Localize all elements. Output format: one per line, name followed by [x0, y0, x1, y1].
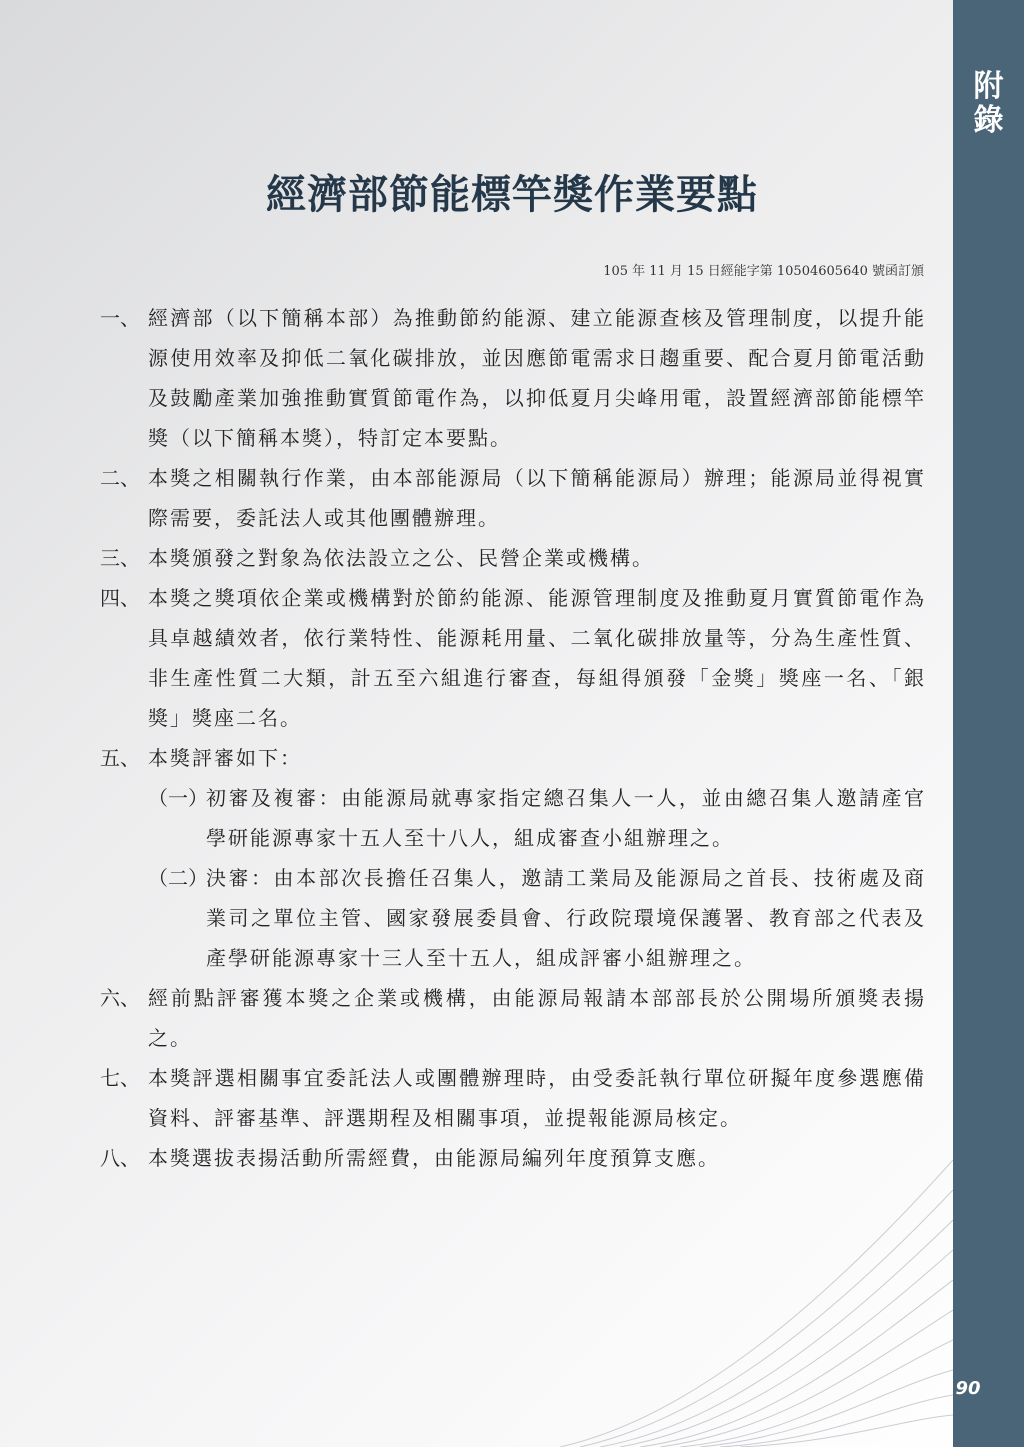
sub-list-item: [148, 858, 926, 978]
list-item: [100, 538, 926, 578]
list-item: [100, 738, 926, 778]
item-text: 本獎之獎項依企業或機構對於節約能源、能源管理制度及推動夏月實質節電作為具卓越績效者，依行業特性、能源耗用量、二氧化碳排放量等，分為生產性質、非生產性質二大類，計五至六組進行審查，每組得頒發「金獎」獎座一名、「銀獎」獎座二名。: [148, 586, 926, 730]
page-number: 90: [955, 1378, 981, 1399]
list-item: [100, 578, 926, 738]
sub-item-marker: （一）: [148, 786, 208, 810]
sub-item-text: 決審：由本部次長擔任召集人，邀請工業局及能源局之首長、技術處及商業司之單位主管、國家發展委員會、行政院環境保護署、教育部之代表及產學研能源專家十三人至十五人，組成評審小組辦理之。: [206, 866, 926, 970]
sub-item-marker: （二）: [148, 866, 208, 890]
item-marker: 七、: [100, 1066, 140, 1090]
document-title: 經濟部節能標竿獎作業要點: [266, 172, 758, 218]
item-text: 經前點評審獲本獎之企業或機構，由能源局報請本部部長於公開場所頒獎表揚之。: [148, 986, 926, 1050]
item-text: 本獎評審如下：: [148, 746, 302, 770]
item-marker: 三、: [100, 546, 140, 570]
item-text: 本獎選拔表揚活動所需經費，由能源局編列年度預算支應。: [148, 1146, 720, 1170]
list-item: [100, 298, 926, 458]
item-text: 本獎頒發之對象為依法設立之公、民營企業或機構。: [148, 546, 654, 570]
section-label: [953, 70, 1024, 138]
section-label-line-1: 附: [973, 69, 1004, 104]
item-marker: 五、: [100, 746, 140, 770]
item-text: 本獎之相關執行作業，由本部能源局（以下簡稱能源局）辦理；能源局並得視實際需要，委託法人或其他團體辦理。: [148, 466, 926, 530]
document-subtitle: 105 年 11 月 15 日經能字第 10504605640 號函訂頒: [603, 264, 924, 279]
sub-item-text: 初審及複審：由能源局就專家指定總召集人一人，並由總召集人邀請產官學研能源專家十五人至十八人，組成審查小組辦理之。: [206, 786, 926, 850]
list-item: [100, 458, 926, 538]
item-marker: 八、: [100, 1146, 140, 1170]
item-marker: 六、: [100, 986, 140, 1010]
list-item: [100, 978, 926, 1058]
section-label-line-2: 錄: [973, 103, 1004, 138]
list-item: [100, 1058, 926, 1138]
item-text: 本獎評選相關事宜委託法人或團體辦理時，由受委託執行單位研擬年度參選應備資料、評審基準、評選期程及相關事項，並提報能源局核定。: [148, 1066, 926, 1130]
item-text: 經濟部（以下簡稱本部）為推動節約能源、建立能源查核及管理制度，以提升能源使用效率及抑低二氧化碳排放，並因應節電需求日趨重要、配合夏月節電活動及鼓勵產業加強推動實質節電作為，以抑低夏月尖峰用電，設置經濟部節能標竿獎（以下簡稱本獎），特訂定本要點。: [148, 306, 926, 450]
item-marker: 四、: [100, 586, 140, 610]
document-body: [100, 298, 926, 1178]
sub-list-item: [148, 778, 926, 858]
item-marker: 一、: [100, 306, 140, 330]
item-marker: 二、: [100, 466, 140, 490]
list-item: [100, 1138, 926, 1178]
